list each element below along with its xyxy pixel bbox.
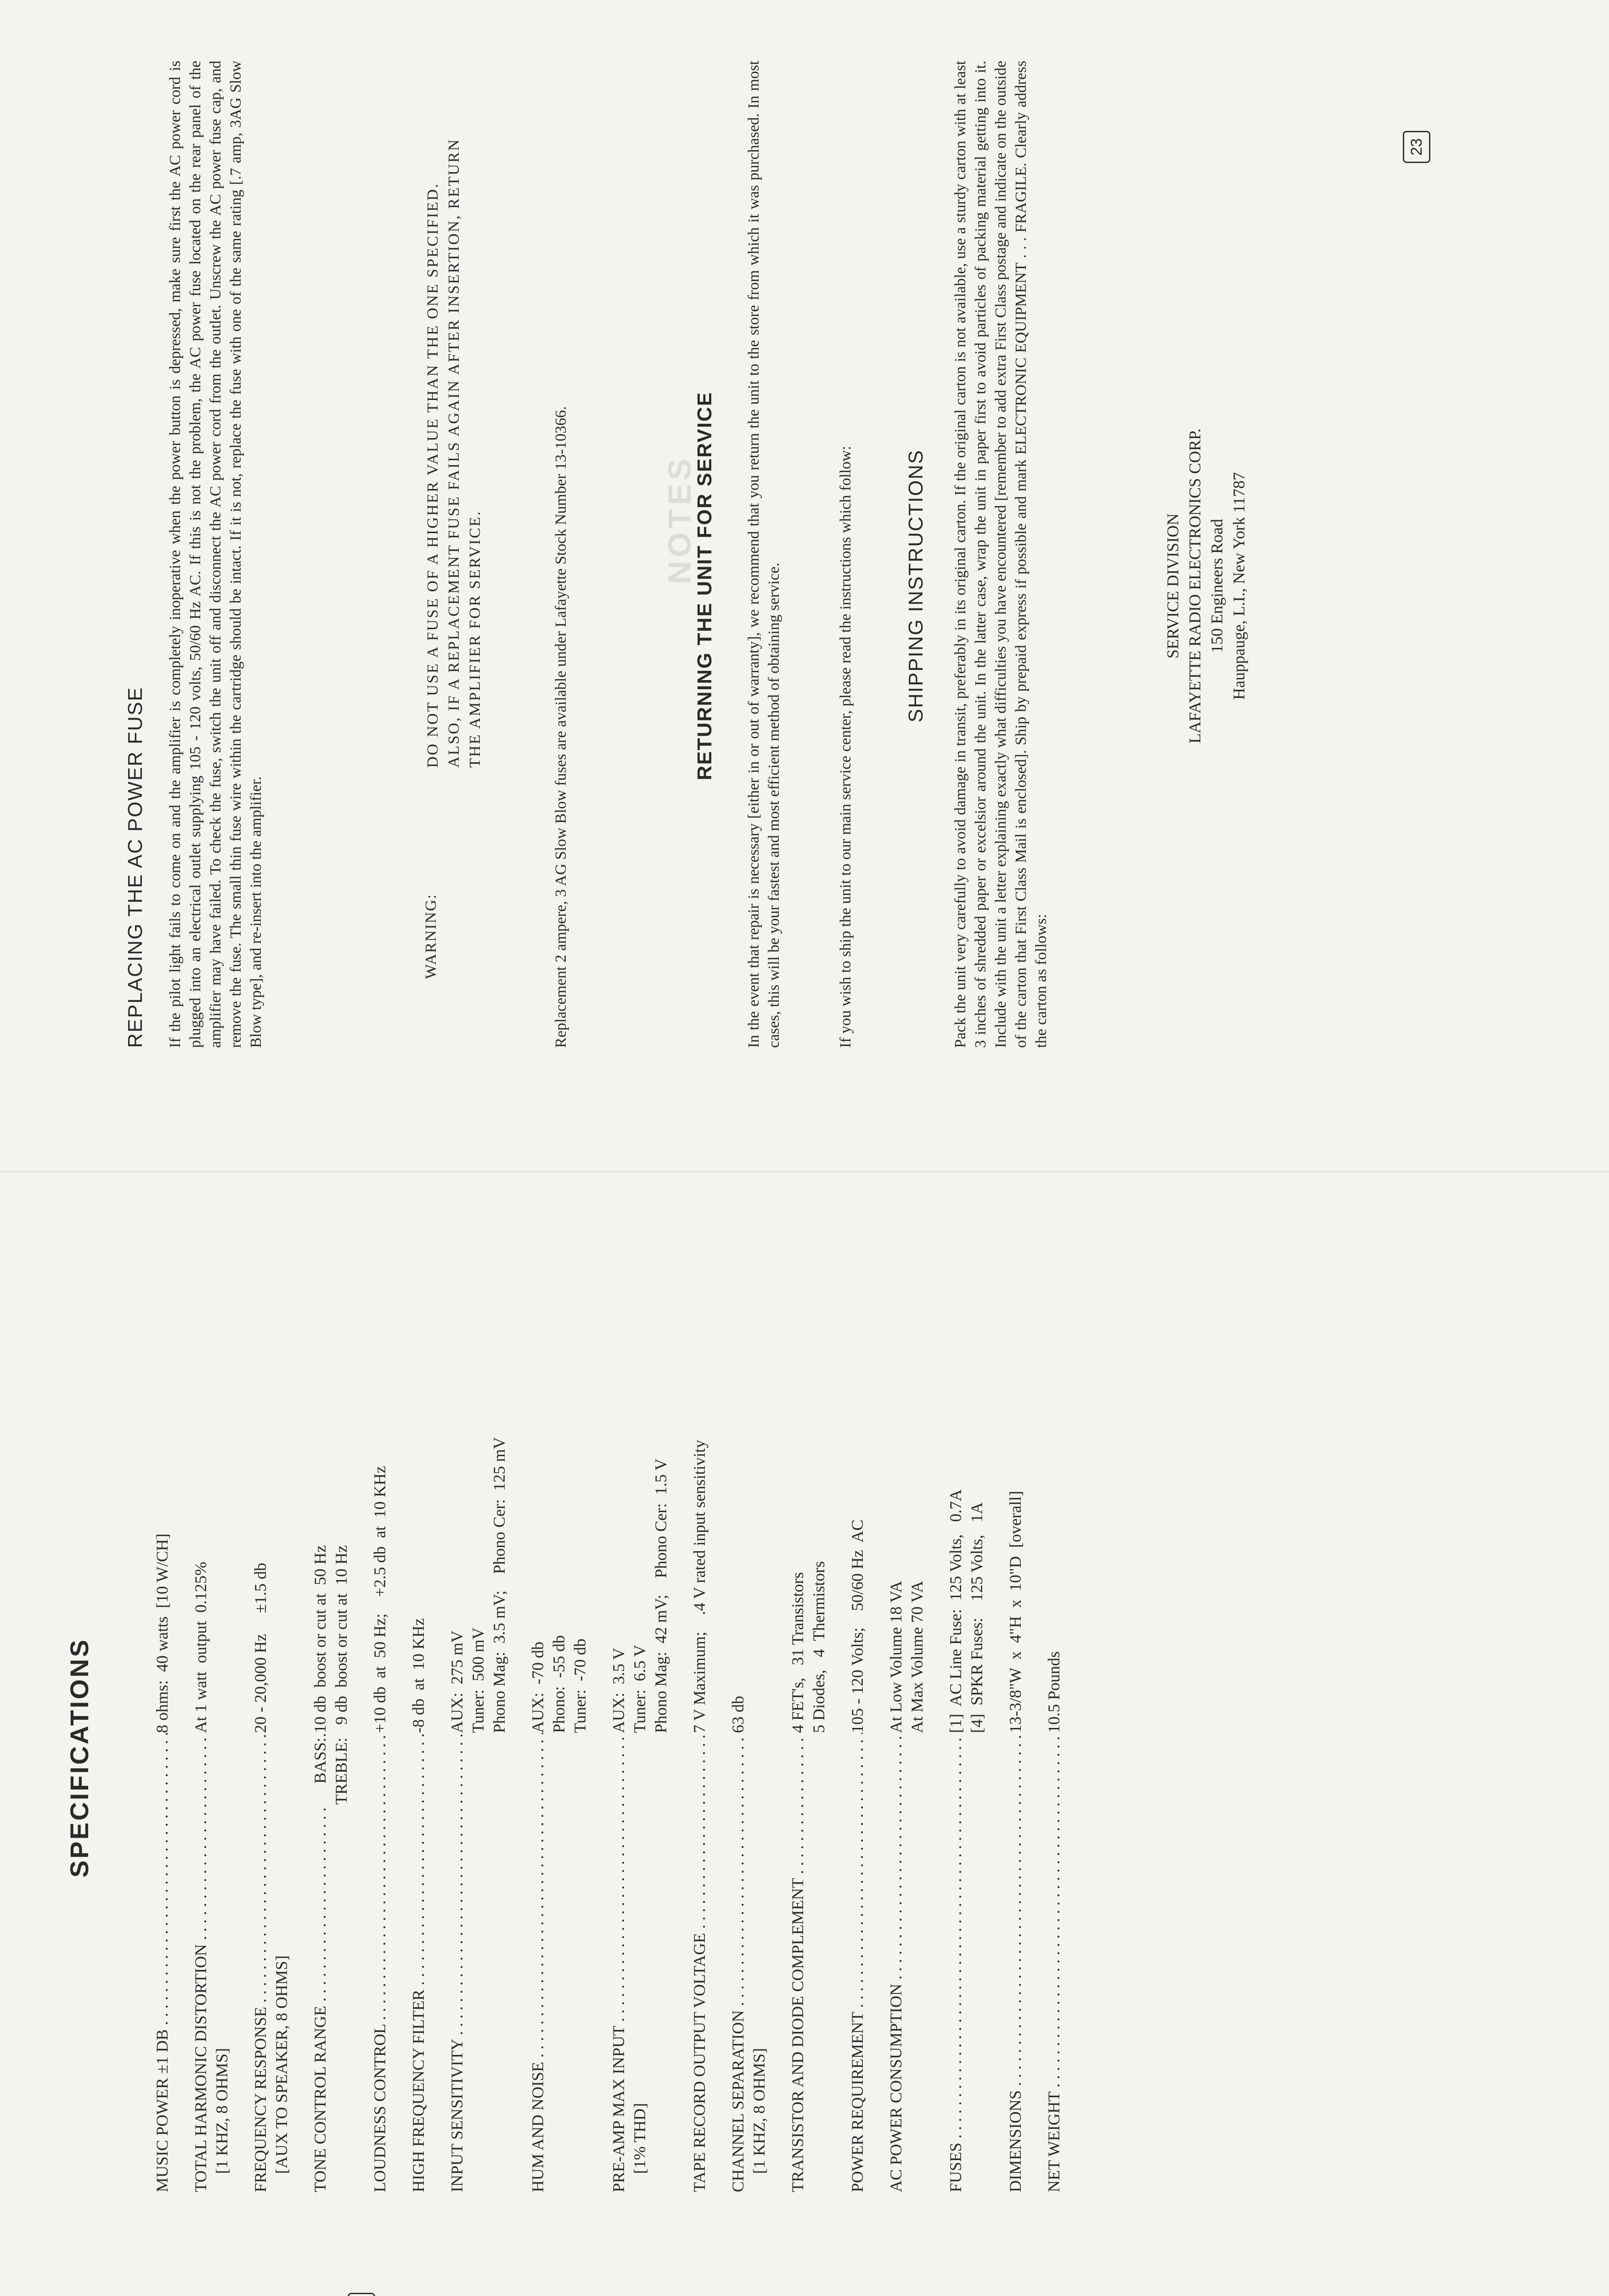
spec-label-text: NET WEIGHT (1045, 2092, 1063, 2192)
fuse-heading: REPLACING THE AC POWER FUSE (124, 687, 146, 1048)
spec-row (309, 1343, 352, 2192)
page-number-2 (348, 2293, 375, 2296)
spec-label-sub: [1 KHZ, 8 OHMS] (213, 2048, 231, 2174)
spec-label (608, 1733, 671, 2192)
spec-label (1043, 1733, 1064, 2192)
spec-value: [1] AC Line Fuse: 125 Volts, 0.7A [4] SPKR Fuses: 125 Volts, 1A (946, 1489, 986, 1733)
page-number-23: 23 (1403, 131, 1430, 163)
spec-row (527, 1343, 591, 2192)
spec-row (408, 1343, 429, 2192)
spec-label-text: DIMENSIONS (1006, 2090, 1024, 2192)
spec-row (250, 1343, 292, 2192)
spec-row (945, 1343, 987, 2192)
address-line: LAFAYETTE RADIO ELECTRONICS CORP. (1186, 428, 1204, 744)
spec-label (885, 1733, 928, 2192)
shipping-section (905, 0, 1364, 1172)
specifications-table (152, 1343, 1082, 2192)
spec-label-text: TRANSISTOR AND DIODE COMPLEMENT (788, 1878, 807, 2192)
spec-row (787, 1343, 829, 2192)
address-line: Hauppauge, L.I., New York 11787 (1230, 472, 1248, 700)
spec-side-label: BASS: TREBLE: (309, 1738, 352, 1808)
spec-value: 7 V Maximum; .4 V rated input sensitivity (690, 1440, 709, 1733)
spec-row (727, 1343, 770, 2192)
spec-label (945, 1733, 987, 2192)
ship-paragraph: If you wish to ship the unit to our main service center, please read the instructions which follow: (837, 445, 854, 1048)
spec-value: At 1 watt output 0.125% (191, 1562, 210, 1733)
spec-label-text: TOTAL HARMONIC DISTORTION (191, 1944, 210, 2192)
address-line: SERVICE DIVISION (1164, 513, 1182, 659)
spec-label-text: INPUT SENSITIVITY (448, 2039, 466, 2192)
spec-label (527, 1733, 591, 2192)
spec-row (1005, 1343, 1026, 2192)
spec-label-sub: [1 KHZ, 8 OHMS] (750, 2048, 768, 2174)
replacement-paragraph: Replacement 2 ampere, 3 AG Slow Blow fuses are available under Lafayette Stock Number 13-10366. (552, 406, 569, 1048)
spec-value: 105 - 120 Volts; 50/60 Hz AC (848, 1519, 866, 1733)
spec-value: 63 db (729, 1696, 747, 1733)
spec-value: -8 db at 10 KHz (409, 1618, 428, 1733)
warning-label: WARNING: (422, 894, 439, 979)
spec-label (408, 1733, 429, 2192)
spec-label-text: PRE-AMP MAX INPUT (609, 2026, 628, 2192)
spec-row (446, 1343, 510, 2192)
spec-value: 10.5 Pounds (1045, 1651, 1063, 1733)
spec-value: 13-3/8"W x 4"H x 10"D [overall] (1006, 1491, 1024, 1733)
shipping-paragraph: Pack the unit very carefully to avoid damage in transit, preferably in its original carton. If the original carton is not available, use a sturdy carton with at least 3 inches of shredded paper or excelsior around the unit. In the latter case, wrap the unit in paper first to avoid particles of packing material getting into it. Include with the unit a letter explaining exactly what difficulties you have encountered [remember to add extra First Class postage and indicate on the outside of the carton that First Class Mail is enclosed]. Ship by prepaid express if possible and mark ELECTRONIC EQUIPMENT . . . FRAGILE. Clearly address the carton as follows: (952, 61, 1050, 1048)
spec-row (885, 1343, 928, 2192)
spec-label-text: AC POWER CONSUMPTION (887, 1983, 905, 2192)
spec-label-text: FREQUENCY RESPONSE (251, 2007, 270, 2192)
faint-notes-heading: NOTES (662, 455, 698, 584)
spec-row (190, 1343, 232, 2192)
spec-label-text: LOUDNESS CONTROL (371, 2024, 389, 2192)
spec-value: AUX: 3.5 V Tuner: 6.5 V Phono Mag: 42 mV; Phono Cer: 1.5 V (609, 1458, 670, 1733)
warning-text: DO NOT USE A FUSE OF A HIGHER VALUE THAN THE ONE SPECIFIED. ALSO, IF A REPLACEMENT FUSE FAILS AGAIN AFTER INSERTION, RETURN THE AMPLIFIER FOR SERVICE. (424, 138, 484, 768)
spec-label (727, 1733, 770, 2192)
spec-label (1005, 1733, 1026, 2192)
spec-label-text: CHANNEL SEPARATION (729, 2010, 747, 2192)
spec-row (847, 1343, 868, 2192)
spec-label-text: FUSES (946, 2142, 965, 2192)
specifications-title: SPECIFICATIONS (65, 1638, 94, 1878)
spec-label (787, 1733, 829, 2192)
address-line: 150 Engineers Road (1208, 519, 1226, 653)
spec-label-text: TONE CONTROL RANGE (311, 2006, 329, 2192)
spec-label-text: HUM AND NOISE (529, 2061, 547, 2192)
spec-value: 20 - 20,000 Hz ±1.5 db (251, 1563, 270, 1733)
spec-label-text: MUSIC POWER ±1 DB (153, 2029, 171, 2192)
specifications-page (0, 1172, 1063, 2296)
spec-label-text: POWER REQUIREMENT (848, 2012, 866, 2192)
spec-label (190, 1733, 232, 2192)
spec-label (689, 1733, 710, 2192)
spec-value: +10 db at 50 Hz; +2.5 db at 10 KHz (371, 1466, 389, 1733)
service-page (0, 0, 854, 1172)
spec-value: 8 ohms: 40 watts [10 W/CH] (153, 1533, 171, 1733)
spec-value: 4 FET's, 31 Transistors 5 Diodes, 4 Thermistors (788, 1561, 828, 1733)
spec-value: At Low Volume 18 VA At Max Volume 70 VA (887, 1581, 926, 1733)
spec-label (446, 1733, 510, 2192)
spec-label-text: HIGH FREQUENCY FILTER (409, 1989, 428, 2192)
spec-row (152, 1343, 173, 2192)
spec-label-sub: [AUX TO SPEAKER, 8 OHMS] (272, 1955, 291, 2174)
spec-value: AUX: -70 db Phono: -55 db Tuner: -70 db (529, 1635, 589, 1733)
spec-row (689, 1343, 710, 2192)
service-address (1162, 0, 1250, 1172)
spec-value: 10 db boost or cut at 50 Hz 9 db boost or cut at 10 Hz (311, 1545, 350, 1733)
spec-label (250, 1733, 292, 2192)
spec-label (152, 1733, 173, 2192)
spec-value: AUX: 275 mV Tuner: 500 mV Phono Mag: 3.5 mV; Phono Cer: 125 mV (448, 1437, 508, 1733)
spec-label-text: TAPE RECORD OUTPUT VOLTAGE (690, 1933, 709, 2192)
fuse-paragraph: If the pilot light fails to come on and the amplifier is completely inoperative when the power button is depressed, make sure first the AC power cord is plugged into an electrical outlet supplying 105 - 120 volts, 50/60 Hz AC. If this is not the problem, the AC power fuse located on the rear panel of the amplifier may have failed. To check the fuse, switch the unit off and disconnect the AC power cord from the outlet. Unscrew the AC power fuse cap, and remove the fuse. The small thin fuse wire within the cartridge should be intact. If it is not, replace the fuse with one of the same rating [.7 amp, 3AG Slow Blow type], and re-insert into the amplifier. (167, 61, 264, 1048)
return-heading: RETURNING THE UNIT FOR SERVICE (693, 391, 716, 781)
shipping-heading: SHIPPING INSTRUCTIONS (905, 449, 927, 723)
spec-label (369, 1733, 390, 2192)
spec-label (309, 1733, 352, 2192)
return-paragraph: In the event that repair is necessary [either in or out of warranty], we recommend that you return the unit to the store from which it was purchased. In most cases, this will be your fastest and most efficient method of obtaining service. (745, 61, 782, 1048)
spec-label-sub: [1% THD] (630, 2103, 649, 2174)
spec-row (369, 1343, 390, 2192)
spec-label (847, 1733, 868, 2192)
spec-row (608, 1343, 671, 2192)
spec-row (1043, 1343, 1064, 2192)
